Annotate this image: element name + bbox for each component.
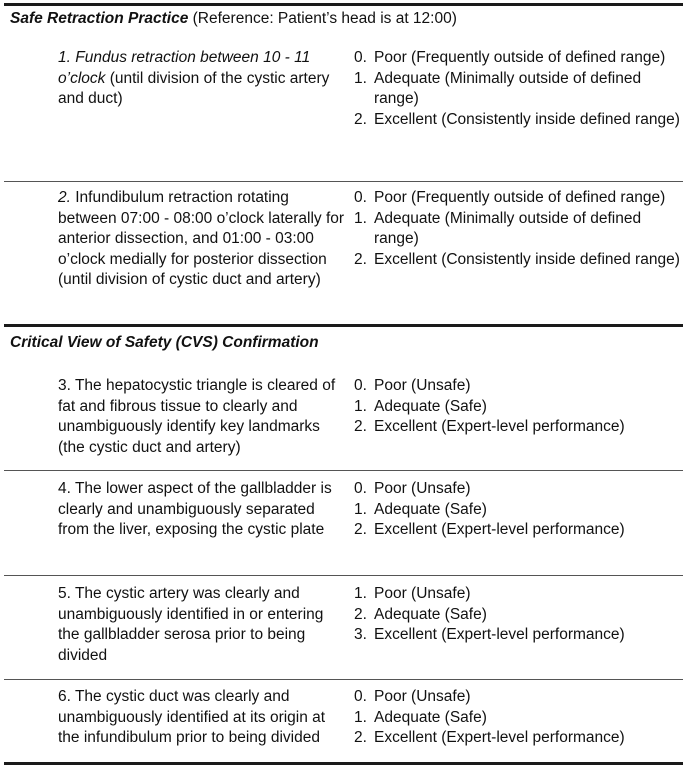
option-text: Poor (Unsafe) (374, 688, 471, 705)
section-subtitle: (Reference: Patient’s head is at 12:00) (192, 10, 457, 27)
criterion-1-scale (354, 48, 680, 130)
scale-option (354, 376, 680, 397)
option-number: 2. (354, 418, 367, 435)
option-text: Adequate (Safe) (374, 708, 487, 726)
option-text: Excellent (Consistently inside defined range) (374, 110, 680, 128)
option-number: 0. (354, 377, 367, 394)
option-number: 0. (354, 480, 367, 497)
section-title: Critical View of Safety (CVS) Confirmation (10, 334, 319, 351)
option-text: Poor (Frequently outside of defined range) (374, 189, 666, 206)
criterion-4-scale (354, 479, 680, 541)
scale-option (354, 48, 680, 69)
option-number: 1. (354, 69, 367, 87)
criterion-3 (58, 376, 348, 458)
option-text: Excellent (Expert-level performance) (374, 626, 625, 643)
scale-option (354, 250, 680, 271)
section-divider (4, 324, 683, 327)
criterion-text: Infundibulum retraction rotating between 07:00 - 08:00 o’clock laterally for anterior dissection, and 01:00 - 03:00 o’clock medially for posterior dissection (until division of cystic duct and artery) (58, 189, 345, 288)
option-text: Excellent (Expert-level performance) (374, 521, 625, 538)
criterion-6 (58, 687, 348, 749)
option-text: Adequate (Safe) (374, 605, 487, 623)
scale-option (354, 520, 680, 541)
criterion-4 (58, 479, 348, 541)
row-divider (4, 181, 683, 182)
criterion-text: 5. The cystic artery was clearly and unambiguously identified in or entering the gallbladder serosa prior to being divided (58, 585, 324, 664)
criterion-text: (until division of the cystic artery and duct) (58, 69, 330, 107)
option-number: 0. (354, 189, 367, 206)
scale-option (354, 687, 680, 708)
scale-option (354, 625, 680, 646)
row-divider (4, 575, 683, 576)
row-divider (4, 470, 683, 471)
option-number: 2. (354, 110, 367, 128)
option-text: Adequate (Safe) (374, 500, 487, 518)
criterion-3-scale (354, 376, 680, 438)
criterion-italic-text: Fundus retraction between 10 - 11 o’clock (58, 49, 311, 87)
scale-option (354, 188, 680, 209)
scale-option (354, 69, 680, 110)
option-number: 0. (354, 49, 367, 66)
option-number: 1. (354, 585, 367, 602)
option-text: Poor (Unsafe) (374, 585, 471, 602)
scale-option (354, 584, 680, 605)
criterion-6-scale (354, 687, 680, 749)
scale-option (354, 605, 680, 626)
criterion-2 (58, 188, 348, 291)
option-text: Adequate (Minimally outside of defined range) (374, 209, 642, 247)
option-number: 1. (354, 209, 367, 227)
section-header-cvs (10, 333, 319, 354)
scale-option (354, 708, 680, 729)
option-number: 2. (354, 250, 367, 268)
section-title: Safe Retraction Practice (10, 10, 189, 27)
scale-option (354, 500, 680, 521)
scale-option (354, 728, 680, 749)
scale-option (354, 209, 680, 250)
option-text: Poor (Unsafe) (374, 480, 471, 497)
criterion-text: 6. The cystic duct was clearly and unambiguously identified at its origin at the infundibulum prior to being divided (58, 688, 326, 746)
option-text: Poor (Frequently outside of defined range) (374, 49, 666, 66)
option-text: Poor (Unsafe) (374, 377, 471, 394)
table-top-rule (4, 3, 683, 6)
option-number: 0. (354, 688, 367, 705)
row-divider (4, 679, 683, 680)
scale-option (354, 479, 680, 500)
table-bottom-rule (4, 762, 683, 765)
option-number: 1. (354, 500, 367, 518)
criterion-number: 2. (58, 189, 71, 206)
scale-option (354, 417, 680, 438)
option-number: 1. (354, 397, 367, 415)
section-header-safe-retraction (10, 9, 457, 30)
criterion-1 (58, 48, 348, 110)
option-number: 2. (354, 729, 367, 746)
criterion-5-scale (354, 584, 680, 646)
option-text: Excellent (Expert-level performance) (374, 729, 625, 746)
criterion-5 (58, 584, 348, 666)
option-number: 3. (354, 626, 367, 643)
criterion-number: 1. (58, 49, 71, 66)
option-text: Adequate (Safe) (374, 397, 487, 415)
scale-option (354, 397, 680, 418)
criterion-2-scale (354, 188, 680, 270)
option-number: 2. (354, 605, 367, 623)
criterion-text: 4. The lower aspect of the gallbladder is clearly and unambiguously separated from the liver, exposing the cystic plate (58, 480, 332, 538)
scale-option (354, 110, 680, 131)
option-text: Adequate (Minimally outside of defined range) (374, 69, 642, 107)
criterion-text: 3. The hepatocystic triangle is cleared of fat and fibrous tissue to clearly and unambiguously identify key landmarks (the cystic duct and artery) (58, 377, 336, 456)
option-text: Excellent (Expert-level performance) (374, 418, 625, 435)
option-number: 2. (354, 521, 367, 538)
option-text: Excellent (Consistently inside defined range) (374, 250, 680, 268)
option-number: 1. (354, 708, 367, 726)
